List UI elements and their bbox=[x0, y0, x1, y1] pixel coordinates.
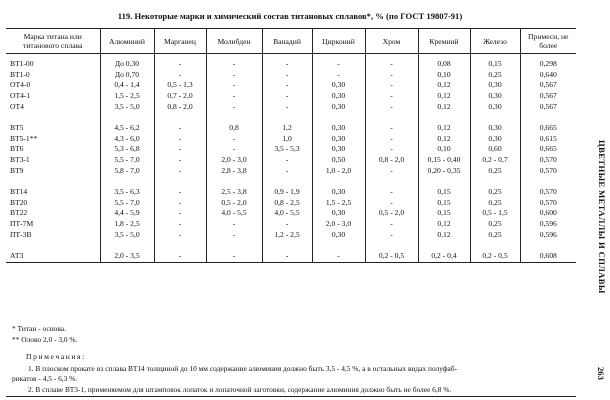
table-spacer-row bbox=[6, 112, 576, 122]
table-cell: 0,298 bbox=[520, 54, 576, 69]
table-cell: 0,25 bbox=[470, 197, 520, 208]
table-cell: 0,30 bbox=[470, 122, 520, 133]
table-cell: 0,5 - 1,3 bbox=[154, 80, 206, 91]
table-cell: 5,5 - 7,0 bbox=[100, 197, 154, 208]
table-cell: - bbox=[206, 250, 262, 263]
table-cell: 0,50 bbox=[312, 154, 365, 165]
table-cell: 4,4 - 5,9 bbox=[100, 208, 154, 219]
table-row bbox=[6, 197, 576, 208]
footnote-base: * Титан - основа. bbox=[12, 324, 66, 333]
column-header: Молибден bbox=[206, 29, 262, 54]
table-cell: ВТ3-1 bbox=[10, 155, 30, 165]
table-cell: ОТ4-1 bbox=[10, 91, 31, 101]
table-cell: 0,15 bbox=[470, 54, 520, 69]
table-cell: 0,12 bbox=[418, 80, 470, 91]
column-header: Марка титана или титанового сплава bbox=[6, 29, 100, 54]
table-cell: 0,30 bbox=[470, 133, 520, 144]
table-header-row bbox=[6, 29, 576, 54]
table-cell: 0,608 bbox=[520, 250, 576, 263]
table-cell: - bbox=[365, 144, 418, 155]
table-cell: 4,3 - 6,0 bbox=[100, 133, 154, 144]
table-cell: 0,2 - 0,7 bbox=[470, 154, 520, 165]
table-spacer-row bbox=[6, 176, 576, 186]
table-cell: 0,596 bbox=[520, 218, 576, 229]
table-row bbox=[6, 101, 576, 112]
table-cell: - bbox=[365, 90, 418, 101]
table-cell: 0,30 bbox=[312, 122, 365, 133]
table-cell: ВТ5-1** bbox=[10, 133, 38, 143]
table-cell: 5,5 - 7,0 bbox=[100, 154, 154, 165]
table-cell: До 0,30 bbox=[100, 54, 154, 69]
table-cell: - bbox=[262, 101, 312, 112]
table-cell: - bbox=[154, 154, 206, 165]
table-cell: - bbox=[262, 218, 312, 229]
alloy-composition-table bbox=[6, 28, 576, 263]
table-cell: 2,0 - 3,0 bbox=[312, 218, 365, 229]
column-header: Примеси, не более bbox=[520, 29, 576, 54]
table-cell: - bbox=[154, 186, 206, 197]
table-cell: 0,8 bbox=[206, 122, 262, 133]
table-cell: - bbox=[262, 250, 312, 263]
table-cell: - bbox=[154, 54, 206, 69]
column-header: Ванадий bbox=[262, 29, 312, 54]
table-cell: 0,615 bbox=[520, 133, 576, 144]
table-cell: 0,12 bbox=[418, 133, 470, 144]
column-header: Цирконий bbox=[312, 29, 365, 54]
table-cell: 0,567 bbox=[520, 80, 576, 91]
table-cell: 1,2 bbox=[262, 122, 312, 133]
table-cell: 0,8 - 2,0 bbox=[154, 101, 206, 112]
table-cell: 0,2 - 0,5 bbox=[470, 250, 520, 263]
table-cell: 0,30 bbox=[312, 101, 365, 112]
table-cell: - bbox=[365, 218, 418, 229]
table-cell: - bbox=[312, 69, 365, 80]
table-cell: 4,5 - 6,2 bbox=[100, 122, 154, 133]
table-cell: - bbox=[262, 90, 312, 101]
table-cell: 0,12 bbox=[418, 90, 470, 101]
table-cell: 0,640 bbox=[520, 69, 576, 80]
table-cell: 0,25 bbox=[470, 229, 520, 240]
table-cell: 0,12 bbox=[418, 218, 470, 229]
table-cell: - bbox=[365, 165, 418, 176]
table-cell: ВТ14 bbox=[10, 186, 28, 196]
table-cell: 2,5 - 3,8 bbox=[206, 186, 262, 197]
table-cell: 0,20 - 0,35 bbox=[418, 165, 470, 176]
table-cell: - bbox=[365, 197, 418, 208]
table-cell: - bbox=[154, 133, 206, 144]
table-row bbox=[6, 80, 576, 91]
table-row bbox=[6, 229, 576, 240]
table-cell: 0,600 bbox=[520, 208, 576, 219]
table-cell: - bbox=[154, 122, 206, 133]
table-cell: 0,15 bbox=[418, 186, 470, 197]
table-cell: 0,570 bbox=[520, 165, 576, 176]
bottom-rule bbox=[6, 396, 576, 397]
table-row bbox=[6, 165, 576, 176]
table-cell: - bbox=[206, 80, 262, 91]
table-cell: 1,8 - 2,5 bbox=[100, 218, 154, 229]
table-cell: - bbox=[206, 133, 262, 144]
table-cell: 2,8 - 3,8 bbox=[206, 165, 262, 176]
table-cell: - bbox=[365, 69, 418, 80]
table-cell: 0,15 bbox=[418, 197, 470, 208]
section-label: ЦВЕТНЫЕ МЕТАЛЛЫ И СПЛАВЫ bbox=[597, 140, 607, 294]
table-row bbox=[6, 90, 576, 101]
table-cell: 0,25 bbox=[470, 165, 520, 176]
table-cell: 0,30 bbox=[312, 144, 365, 155]
table-cell: - bbox=[312, 250, 365, 263]
table-cell: 4,0 - 5,5 bbox=[262, 208, 312, 219]
table-cell: - bbox=[154, 144, 206, 155]
table-cell: - bbox=[154, 69, 206, 80]
table-cell: 0,596 bbox=[520, 229, 576, 240]
table-cell: АТ3 bbox=[6, 250, 100, 263]
table-cell: - bbox=[365, 229, 418, 240]
table-cell: 0,30 bbox=[470, 80, 520, 91]
table-cell: ВТ20 bbox=[10, 197, 28, 207]
table-cell: 0,10 bbox=[418, 69, 470, 80]
table-row bbox=[6, 154, 576, 165]
table-cell: 4,0 - 5,5 bbox=[206, 208, 262, 219]
table-cell: - bbox=[206, 144, 262, 155]
table-cell: - bbox=[365, 122, 418, 133]
table-cell: 0,15 bbox=[418, 208, 470, 219]
table-cell: - bbox=[154, 250, 206, 263]
table-cell: 1,5 - 2,5 bbox=[100, 90, 154, 101]
table-cell: 0,30 bbox=[312, 133, 365, 144]
column-header: Кремний bbox=[418, 29, 470, 54]
table-cell: 0,570 bbox=[520, 154, 576, 165]
table-row bbox=[6, 54, 576, 69]
table-cell: 0,8 - 2,0 bbox=[365, 154, 418, 165]
table-cell: 0,12 bbox=[418, 122, 470, 133]
table-cell: - bbox=[365, 101, 418, 112]
table-cell: 3,5 - 5,3 bbox=[262, 144, 312, 155]
table-cell: 0,25 bbox=[470, 186, 520, 197]
table-cell: 0,25 bbox=[470, 218, 520, 229]
table-cell: - bbox=[206, 101, 262, 112]
table-cell: 3,5 - 5,0 bbox=[100, 229, 154, 240]
table-cell: ПТ-3В bbox=[10, 230, 32, 240]
table-cell: 0,30 bbox=[312, 90, 365, 101]
table-row bbox=[6, 250, 576, 263]
table-cell: - bbox=[154, 218, 206, 229]
table-cell: 1,5 - 2,5 bbox=[312, 197, 365, 208]
table-cell: 1,2 - 2,5 bbox=[262, 229, 312, 240]
table-cell: - bbox=[154, 165, 206, 176]
table-cell: ОТ4 bbox=[10, 102, 24, 112]
table-cell: - bbox=[365, 54, 418, 69]
table-cell: - bbox=[365, 80, 418, 91]
table-row bbox=[6, 208, 576, 219]
table-cell: - bbox=[262, 165, 312, 176]
column-header: Железо bbox=[470, 29, 520, 54]
note-2: 2. В сплаве ВТ3-1, применяемом для штамповок лопаток и лопаточной заготовки, содержание алюминия должно быть не более 6,8 %. bbox=[28, 385, 452, 394]
table-cell: 0,30 bbox=[312, 229, 365, 240]
table-cell: ВТ1-0 bbox=[10, 69, 30, 79]
table-cell: 2,0 - 3,5 bbox=[100, 250, 154, 263]
page-number: 263 bbox=[596, 367, 606, 380]
table-cell: 0,12 bbox=[418, 229, 470, 240]
table-cell: - bbox=[154, 208, 206, 219]
table-cell: 2,0 - 3,0 bbox=[206, 154, 262, 165]
note-1-line-1: 1. В плоском прокате из сплава ВТ14 толщиной до 10 мм содержание алюминия должно быть 3,5 - 4,5 %, а в остальных видах полуфаб- bbox=[28, 364, 458, 373]
table-cell: ОТ4-0 bbox=[10, 80, 31, 90]
table-cell: - bbox=[262, 54, 312, 69]
notes-title: Примечания: bbox=[26, 352, 86, 361]
table-cell: 0,60 bbox=[470, 144, 520, 155]
table-row bbox=[6, 133, 576, 144]
table-cell: 0,12 bbox=[418, 101, 470, 112]
table-cell: ВТ1-00 bbox=[10, 58, 34, 68]
table-cell: - bbox=[262, 80, 312, 91]
table-cell: 0,30 bbox=[470, 101, 520, 112]
note-1-line-2: рикатов - 4,5 - 6,3 %. bbox=[12, 374, 78, 383]
table-cell: 0,5 - 2,0 bbox=[365, 208, 418, 219]
table-cell: 0,30 bbox=[470, 90, 520, 101]
table-cell: 0,665 bbox=[520, 144, 576, 155]
table-cell: - bbox=[312, 54, 365, 69]
table-cell: 0,7 - 2,0 bbox=[154, 90, 206, 101]
table-cell: 0,5 - 2,0 bbox=[206, 197, 262, 208]
table-cell: ВТ22 bbox=[10, 208, 28, 218]
table-cell: 5,8 - 7,0 bbox=[100, 165, 154, 176]
table-row bbox=[6, 144, 576, 155]
table-cell: ВТ5 bbox=[10, 122, 24, 132]
table-cell: - bbox=[206, 69, 262, 80]
table-cell: 0,30 bbox=[312, 186, 365, 197]
table-cell: 0,30 bbox=[312, 80, 365, 91]
table-cell: 0,08 bbox=[418, 54, 470, 69]
table-cell: 0,25 bbox=[470, 69, 520, 80]
table-spacer-row bbox=[6, 240, 576, 250]
table-cell: - bbox=[154, 197, 206, 208]
table-cell: ВТ9 bbox=[10, 166, 24, 176]
table-cell: - bbox=[154, 229, 206, 240]
table-cell: - bbox=[206, 218, 262, 229]
table-cell: 0,9 - 1,9 bbox=[262, 186, 312, 197]
table-cell: - bbox=[365, 186, 418, 197]
column-header: Алюминий bbox=[100, 29, 154, 54]
table-cell: 0,2 - 0,5 bbox=[365, 250, 418, 263]
table-cell: - bbox=[206, 90, 262, 101]
table-row bbox=[6, 186, 576, 197]
table-cell: 0,5 - 1,5 bbox=[470, 208, 520, 219]
table-row bbox=[6, 122, 576, 133]
column-header: Марганец bbox=[154, 29, 206, 54]
table-cell: ВТ6 bbox=[10, 144, 24, 154]
footnote-tin: ** Олово 2,0 - 3,0 %. bbox=[12, 335, 78, 344]
table-title: 119. Некоторые марки и химический состав титановых сплавов*, % (по ГОСТ 19807-91) bbox=[117, 11, 463, 21]
table-cell: 5,3 - 6,8 bbox=[100, 144, 154, 155]
table-cell: 0,2 - 0,4 bbox=[418, 250, 470, 263]
table-cell: 0,665 bbox=[520, 122, 576, 133]
table-cell: - bbox=[206, 229, 262, 240]
table-cell: До 0,70 bbox=[100, 69, 154, 80]
table-cell: 3,5 - 6,3 bbox=[100, 186, 154, 197]
column-header: Хром bbox=[365, 29, 418, 54]
table-cell: - bbox=[365, 133, 418, 144]
table-cell: 1,0 - 2,0 bbox=[312, 165, 365, 176]
table-cell: - bbox=[262, 154, 312, 165]
table-cell: 0,570 bbox=[520, 186, 576, 197]
table-cell: 0,567 bbox=[520, 101, 576, 112]
table-cell: 0,570 bbox=[520, 197, 576, 208]
table-cell: 3,5 - 5,0 bbox=[100, 101, 154, 112]
table-cell: - bbox=[206, 54, 262, 69]
table-cell: 0,4 - 1,4 bbox=[100, 80, 154, 91]
table-row bbox=[6, 69, 576, 80]
table-cell: 0,8 - 2,5 bbox=[262, 197, 312, 208]
table-cell: 1,0 bbox=[262, 133, 312, 144]
table-cell: 0,30 bbox=[312, 208, 365, 219]
table-cell: ПТ-7М bbox=[10, 219, 34, 229]
table-cell: 0,10 bbox=[418, 144, 470, 155]
table-row bbox=[6, 218, 576, 229]
table-cell: - bbox=[262, 69, 312, 80]
table-cell: 0,567 bbox=[520, 90, 576, 101]
table-cell: 0,15 - 0,40 bbox=[418, 154, 470, 165]
